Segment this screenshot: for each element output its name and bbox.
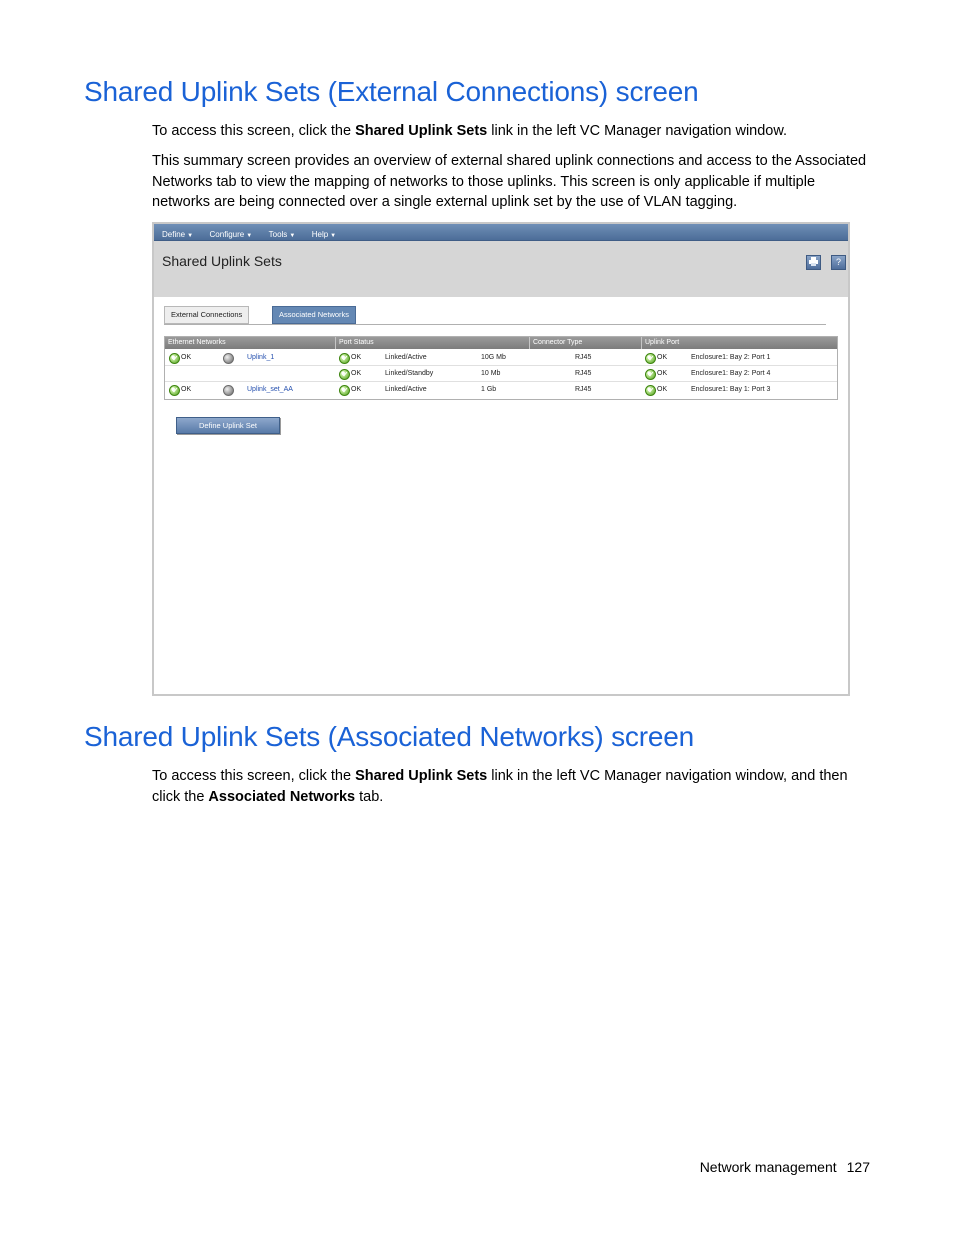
help-icon[interactable]: ? bbox=[831, 255, 846, 270]
link-speed: 10G Mb bbox=[481, 354, 506, 361]
print-icon[interactable] bbox=[806, 255, 821, 270]
ok-status-icon bbox=[339, 353, 350, 364]
page-footer bbox=[700, 1159, 870, 1175]
column-header-ethernet-networks[interactable]: Ethernet Networks bbox=[168, 339, 226, 346]
link-speed: 10 Mb bbox=[481, 370, 501, 377]
connector-type: RJ45 bbox=[575, 354, 592, 361]
ok-status-icon bbox=[645, 353, 656, 364]
ok-status-icon bbox=[645, 385, 656, 396]
associated-networks-instructions bbox=[152, 766, 872, 807]
text-run: tab. bbox=[355, 788, 384, 805]
ok-status-icon bbox=[339, 369, 350, 380]
section-title-external-connections: Shared Uplink Sets (External Connections) screen bbox=[84, 76, 699, 107]
connector-type: RJ45 bbox=[575, 386, 592, 393]
bold-term: Shared Uplink Sets bbox=[355, 768, 488, 784]
table-row[interactable] bbox=[165, 366, 837, 382]
uplink-status-text: OK bbox=[657, 386, 668, 393]
link-state: Linked/Active bbox=[385, 386, 427, 393]
port-status-text: OK bbox=[351, 386, 362, 393]
access-instructions-paragraph bbox=[152, 121, 872, 142]
screen-title: Shared Uplink Sets bbox=[162, 253, 282, 269]
link-state: Linked/Standby bbox=[385, 370, 434, 377]
uplink-port: Enclosure1: Bay 2: Port 4 bbox=[691, 370, 771, 377]
port-status-text: OK bbox=[351, 354, 362, 361]
column-header-uplink-port[interactable]: Uplink Port bbox=[641, 337, 679, 349]
network-link[interactable]: Uplink_set_AA bbox=[247, 386, 293, 393]
ok-status-icon bbox=[339, 385, 350, 396]
define-uplink-set-button[interactable]: Define Uplink Set bbox=[176, 417, 280, 434]
text-run: To access this screen, click the bbox=[152, 768, 356, 784]
network-globe-icon bbox=[223, 385, 234, 396]
caret-down-icon: ▼ bbox=[330, 233, 337, 239]
network-status-text: OK bbox=[181, 386, 192, 393]
section-title-associated-networks: Shared Uplink Sets (Associated Networks) screen bbox=[84, 721, 694, 752]
network-status-text: OK bbox=[181, 354, 192, 361]
network-link[interactable]: Uplink_1 bbox=[247, 354, 275, 361]
menu-bar bbox=[154, 224, 848, 241]
page-number: 127 bbox=[846, 1159, 870, 1175]
uplink-port: Enclosure1: Bay 1: Port 3 bbox=[691, 386, 771, 393]
bold-term: Shared Uplink Sets bbox=[355, 123, 488, 139]
menu-label: Help bbox=[311, 230, 329, 239]
caret-down-icon: ▼ bbox=[246, 233, 253, 239]
link-state: Linked/Active bbox=[385, 354, 427, 361]
ok-status-icon bbox=[169, 353, 180, 364]
column-header-port-status[interactable]: Port Status bbox=[335, 337, 374, 349]
tab-associated-networks[interactable]: Associated Networks bbox=[272, 306, 356, 324]
menu-label: Define bbox=[162, 230, 186, 239]
caret-down-icon: ▼ bbox=[187, 233, 194, 239]
network-globe-icon bbox=[223, 353, 234, 364]
print-icon-glyph bbox=[808, 256, 819, 267]
text-run: link in the left VC Manager navigation window. bbox=[487, 123, 788, 139]
tab-external-connections[interactable]: External Connections bbox=[164, 306, 249, 324]
screenshot-shared-uplink-sets bbox=[152, 222, 850, 696]
menu-label: Configure bbox=[209, 230, 245, 239]
uplink-status-text: OK bbox=[657, 370, 668, 377]
footer-section-name: Network management bbox=[699, 1159, 837, 1175]
summary-paragraph: This summary screen provides an overview of external shared uplink connections and access to the Associated Networks tab to view the mapping of networks to those uplinks. This screen is only applicable if multiple networks are being connected over a single external uplink set by the use of VLAN tagging. bbox=[152, 153, 867, 210]
link-speed: 1 Gb bbox=[481, 386, 497, 393]
tab-divider bbox=[164, 324, 826, 325]
menu-label: Tools bbox=[268, 230, 288, 239]
ok-status-icon bbox=[169, 385, 180, 396]
table-row[interactable] bbox=[165, 350, 837, 366]
bold-term: Associated Networks bbox=[208, 788, 356, 805]
port-status-text: OK bbox=[351, 370, 362, 377]
text-run: link in the left VC Manager navigation window, and then click the bbox=[152, 768, 848, 805]
table-header bbox=[165, 337, 837, 349]
column-header-connector-type[interactable]: Connector Type bbox=[529, 337, 582, 349]
uplink-status-text: OK bbox=[657, 354, 668, 361]
table-row[interactable] bbox=[165, 382, 837, 397]
connector-type: RJ45 bbox=[575, 370, 592, 377]
screen-header bbox=[154, 241, 848, 297]
ok-status-icon bbox=[645, 369, 656, 380]
uplink-port: Enclosure1: Bay 2: Port 1 bbox=[691, 354, 771, 361]
text-run: To access this screen, click the bbox=[152, 123, 356, 139]
uplink-sets-table bbox=[164, 336, 838, 400]
caret-down-icon: ▼ bbox=[289, 233, 296, 239]
